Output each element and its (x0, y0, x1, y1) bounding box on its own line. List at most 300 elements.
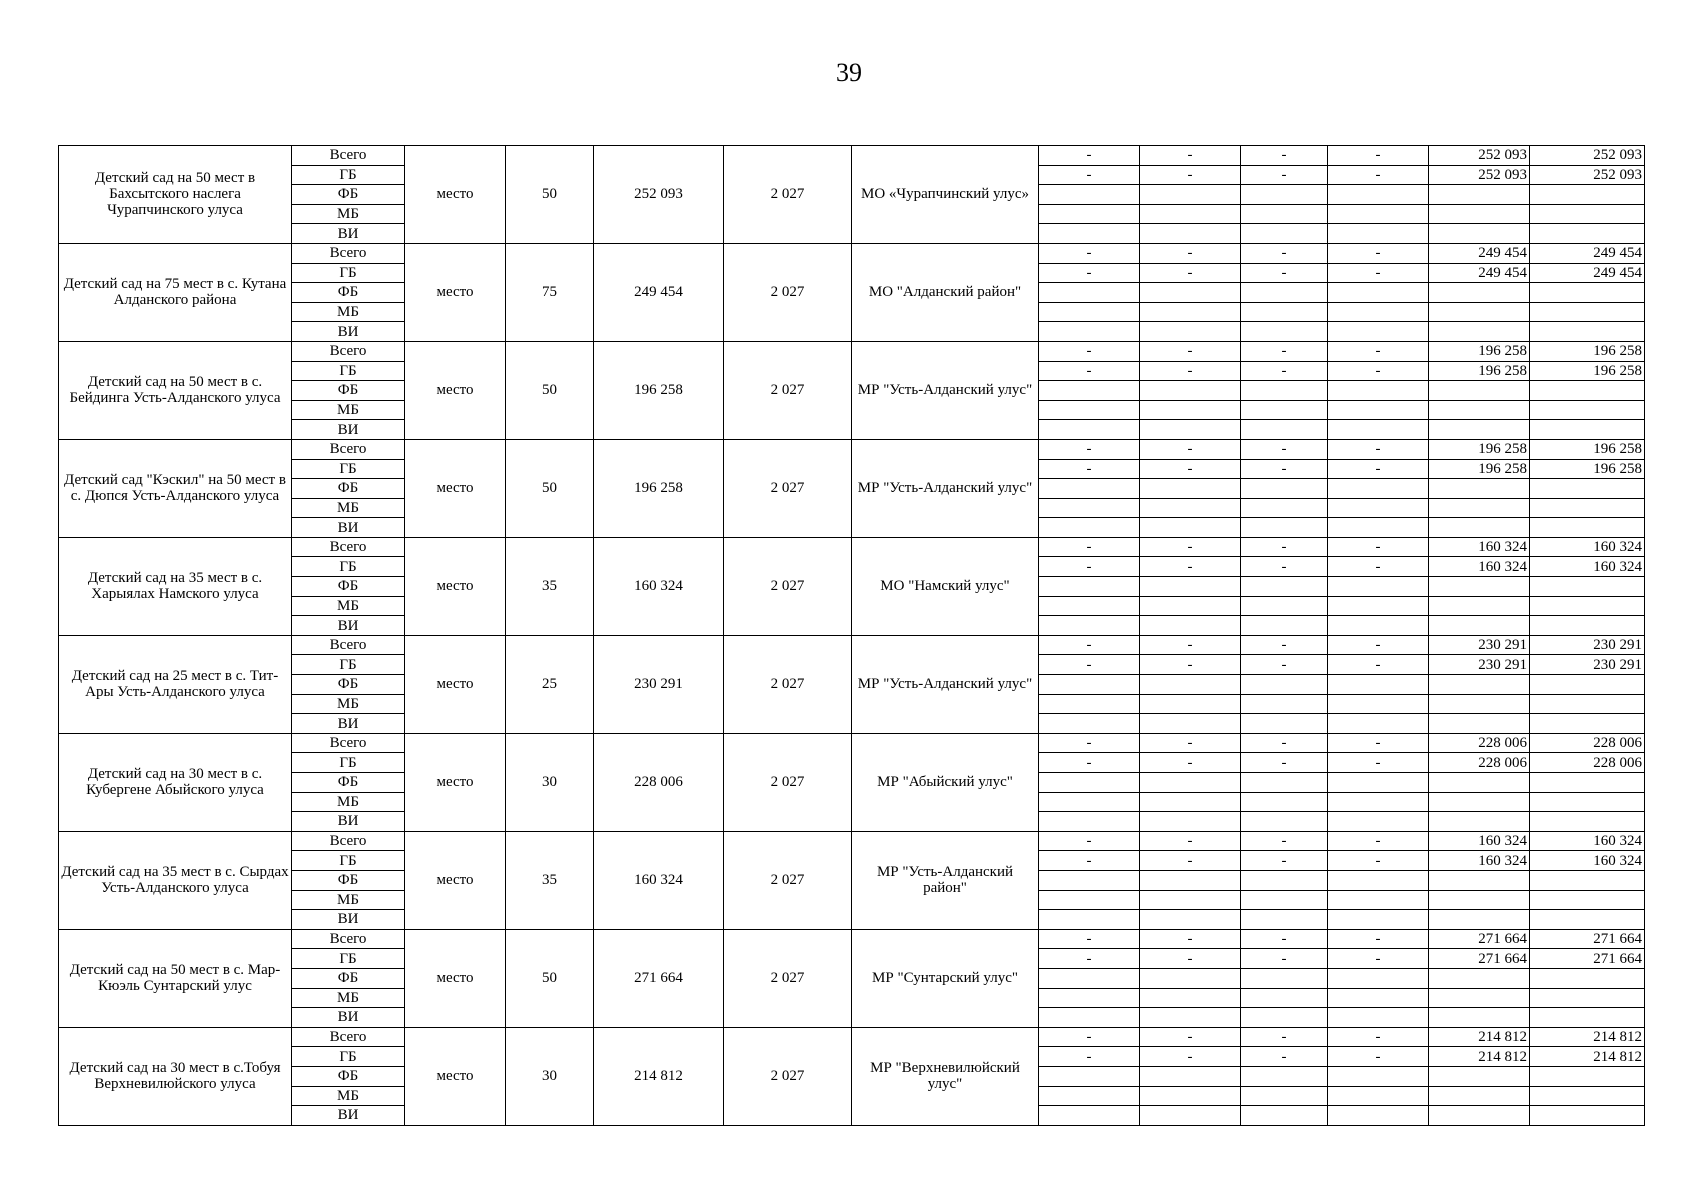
organization-cell: МО «Чурапчинский улус» (852, 146, 1039, 244)
value-cell: 196 258 (1429, 459, 1530, 479)
value-cell: - (1241, 243, 1328, 263)
table-row (59, 243, 1645, 263)
value-cell: - (1039, 537, 1140, 557)
unit-cell: место (405, 733, 506, 831)
value-cell: 196 258 (1530, 341, 1645, 361)
year-cell: 2 027 (724, 733, 852, 831)
value-cell: - (1241, 439, 1328, 459)
value-cell (1241, 596, 1328, 616)
value-cell (1429, 518, 1530, 538)
value-cell: - (1328, 537, 1429, 557)
funding-source: ГБ (292, 557, 405, 577)
value-cell (1140, 1066, 1241, 1086)
value-cell (1140, 714, 1241, 734)
value-cell (1530, 694, 1645, 714)
value-cell (1328, 185, 1429, 205)
value-cell: - (1039, 635, 1140, 655)
value-cell (1530, 498, 1645, 518)
project-name: Детский сад на 50 мест в с. Мар-Кюэль Сунтарский улус (59, 929, 292, 1027)
value-cell (1241, 400, 1328, 420)
value-cell: 271 664 (1530, 949, 1645, 969)
capacity-cell: 50 (506, 929, 594, 1027)
page-number: 39 (836, 58, 862, 87)
funding-source: ВИ (292, 420, 405, 440)
value-cell (1328, 596, 1429, 616)
value-cell (1429, 420, 1530, 440)
value-cell (1140, 283, 1241, 303)
capacity-cell: 30 (506, 1027, 594, 1125)
funding-source: Всего (292, 439, 405, 459)
value-cell (1039, 283, 1140, 303)
value-cell: 230 291 (1530, 635, 1645, 655)
value-cell (1241, 283, 1328, 303)
value-cell (1530, 577, 1645, 597)
funding-source: МБ (292, 302, 405, 322)
value-cell: - (1039, 361, 1140, 381)
value-cell (1429, 596, 1530, 616)
value-cell (1241, 792, 1328, 812)
value-cell: - (1140, 1047, 1241, 1067)
value-cell (1429, 968, 1530, 988)
value-cell (1241, 1106, 1328, 1126)
project-name: Детский сад на 35 мест в с. Харыялах Намского улуса (59, 537, 292, 635)
value-cell: - (1241, 459, 1328, 479)
value-cell (1241, 1066, 1328, 1086)
value-cell (1429, 616, 1530, 636)
funding-source: Всего (292, 733, 405, 753)
table-row (59, 1027, 1645, 1047)
value-cell (1328, 1008, 1429, 1028)
funding-source: ФБ (292, 577, 405, 597)
value-cell: - (1328, 929, 1429, 949)
value-cell (1241, 812, 1328, 832)
value-cell (1328, 714, 1429, 734)
cost-cell: 160 324 (594, 537, 724, 635)
value-cell (1039, 479, 1140, 499)
value-cell: - (1140, 263, 1241, 283)
value-cell (1039, 204, 1140, 224)
value-cell (1530, 1086, 1645, 1106)
value-cell (1140, 577, 1241, 597)
value-cell: - (1039, 1027, 1140, 1047)
funding-source: ГБ (292, 949, 405, 969)
funding-source: ГБ (292, 753, 405, 773)
value-cell (1039, 890, 1140, 910)
value-cell (1530, 302, 1645, 322)
value-cell: - (1140, 537, 1241, 557)
value-cell (1328, 910, 1429, 930)
value-cell: - (1241, 361, 1328, 381)
value-cell: - (1039, 929, 1140, 949)
value-cell (1140, 988, 1241, 1008)
value-cell (1429, 498, 1530, 518)
value-cell (1140, 420, 1241, 440)
value-cell: - (1241, 753, 1328, 773)
value-cell: 196 258 (1429, 341, 1530, 361)
value-cell (1530, 204, 1645, 224)
value-cell (1328, 870, 1429, 890)
value-cell: - (1140, 341, 1241, 361)
value-cell: 252 093 (1429, 165, 1530, 185)
value-cell (1530, 714, 1645, 734)
unit-cell: место (405, 439, 506, 537)
value-cell: - (1140, 1027, 1241, 1047)
unit-cell: место (405, 537, 506, 635)
table-row (59, 733, 1645, 753)
value-cell: 228 006 (1530, 753, 1645, 773)
value-cell (1039, 714, 1140, 734)
capacity-cell: 50 (506, 439, 594, 537)
value-cell (1039, 577, 1140, 597)
year-cell: 2 027 (724, 146, 852, 244)
value-cell (1140, 479, 1241, 499)
value-cell: 160 324 (1429, 851, 1530, 871)
value-cell (1530, 518, 1645, 538)
value-cell (1140, 400, 1241, 420)
value-cell: 252 093 (1530, 165, 1645, 185)
value-cell (1140, 1106, 1241, 1126)
value-cell (1241, 1086, 1328, 1106)
value-cell (1429, 1106, 1530, 1126)
value-cell (1328, 204, 1429, 224)
value-cell (1530, 616, 1645, 636)
value-cell (1241, 694, 1328, 714)
value-cell (1328, 988, 1429, 1008)
value-cell: - (1328, 165, 1429, 185)
value-cell (1039, 812, 1140, 832)
value-cell: - (1328, 949, 1429, 969)
funding-source: ГБ (292, 655, 405, 675)
value-cell (1530, 224, 1645, 244)
value-cell: 230 291 (1429, 655, 1530, 675)
value-cell (1140, 910, 1241, 930)
value-cell (1039, 1086, 1140, 1106)
value-cell: - (1328, 341, 1429, 361)
table-row (59, 831, 1645, 851)
value-cell (1241, 204, 1328, 224)
value-cell: - (1140, 557, 1241, 577)
value-cell: 196 258 (1530, 459, 1645, 479)
value-cell: 214 812 (1530, 1047, 1645, 1067)
value-cell (1241, 773, 1328, 793)
value-cell (1429, 675, 1530, 695)
value-cell: 214 812 (1429, 1027, 1530, 1047)
value-cell (1039, 322, 1140, 342)
funding-source: ФБ (292, 381, 405, 401)
table-row (59, 537, 1645, 557)
value-cell: 160 324 (1429, 537, 1530, 557)
organization-cell: МО "Алданский район" (852, 243, 1039, 341)
capacity-cell: 50 (506, 146, 594, 244)
value-cell: - (1241, 929, 1328, 949)
value-cell: - (1241, 537, 1328, 557)
value-cell: - (1328, 263, 1429, 283)
value-cell (1241, 968, 1328, 988)
value-cell: - (1039, 557, 1140, 577)
organization-cell: МР "Усть-Алданский район" (852, 831, 1039, 929)
value-cell: 271 664 (1429, 949, 1530, 969)
value-cell: - (1039, 733, 1140, 753)
value-cell: - (1039, 263, 1140, 283)
value-cell (1328, 420, 1429, 440)
value-cell (1241, 870, 1328, 890)
cost-cell: 196 258 (594, 341, 724, 439)
project-name: Детский сад на 30 мест в с. Кубергене Абыйского улуса (59, 733, 292, 831)
value-cell (1429, 988, 1530, 1008)
value-cell: - (1241, 341, 1328, 361)
value-cell: 252 093 (1429, 146, 1530, 166)
organization-cell: МР "Верхневилюйский улус" (852, 1027, 1039, 1125)
year-cell: 2 027 (724, 929, 852, 1027)
value-cell (1140, 381, 1241, 401)
unit-cell: место (405, 929, 506, 1027)
value-cell (1039, 988, 1140, 1008)
value-cell (1530, 1008, 1645, 1028)
value-cell (1328, 518, 1429, 538)
value-cell: 196 258 (1530, 439, 1645, 459)
funding-source: Всего (292, 146, 405, 166)
value-cell: - (1241, 635, 1328, 655)
table-row (59, 341, 1645, 361)
value-cell: - (1140, 146, 1241, 166)
year-cell: 2 027 (724, 537, 852, 635)
value-cell (1241, 302, 1328, 322)
value-cell (1328, 224, 1429, 244)
value-cell (1429, 322, 1530, 342)
value-cell (1328, 890, 1429, 910)
funding-source: ВИ (292, 224, 405, 244)
value-cell (1328, 1106, 1429, 1126)
value-cell (1039, 1066, 1140, 1086)
value-cell (1328, 479, 1429, 499)
value-cell (1328, 773, 1429, 793)
projects-table (58, 145, 1645, 1126)
funding-source: ГБ (292, 851, 405, 871)
value-cell (1241, 675, 1328, 695)
project-name: Детский сад на 30 мест в с.Тобуя Верхневилюйского улуса (59, 1027, 292, 1125)
value-cell: - (1140, 165, 1241, 185)
value-cell (1140, 792, 1241, 812)
year-cell: 2 027 (724, 1027, 852, 1125)
value-cell: - (1039, 1047, 1140, 1067)
value-cell (1140, 675, 1241, 695)
value-cell (1039, 1106, 1140, 1126)
value-cell: - (1140, 439, 1241, 459)
value-cell (1429, 400, 1530, 420)
value-cell: - (1328, 753, 1429, 773)
value-cell: - (1328, 146, 1429, 166)
unit-cell: место (405, 146, 506, 244)
value-cell: - (1241, 1027, 1328, 1047)
funding-source: ВИ (292, 1106, 405, 1126)
organization-cell: МР "Усть-Алданский улус" (852, 635, 1039, 733)
value-cell (1039, 870, 1140, 890)
value-cell (1140, 224, 1241, 244)
value-cell (1328, 1086, 1429, 1106)
value-cell: - (1328, 831, 1429, 851)
value-cell: - (1140, 929, 1241, 949)
value-cell: - (1140, 949, 1241, 969)
value-cell: - (1328, 459, 1429, 479)
table-row (59, 146, 1645, 166)
value-cell (1241, 224, 1328, 244)
value-cell: 228 006 (1429, 733, 1530, 753)
value-cell (1530, 792, 1645, 812)
value-cell (1241, 1008, 1328, 1028)
funding-source: ФБ (292, 185, 405, 205)
organization-cell: МР "Усть-Алданский улус" (852, 439, 1039, 537)
project-name: Детский сад на 50 мест в с. Бейдинга Усть-Алданского улуса (59, 341, 292, 439)
value-cell: - (1328, 557, 1429, 577)
value-cell: 271 664 (1429, 929, 1530, 949)
value-cell: 160 324 (1530, 831, 1645, 851)
cost-cell: 228 006 (594, 733, 724, 831)
value-cell: 160 324 (1530, 537, 1645, 557)
value-cell: - (1241, 733, 1328, 753)
value-cell: - (1140, 831, 1241, 851)
table-row (59, 929, 1645, 949)
value-cell (1241, 577, 1328, 597)
funding-source: Всего (292, 341, 405, 361)
capacity-cell: 35 (506, 537, 594, 635)
capacity-cell: 35 (506, 831, 594, 929)
funding-source: ВИ (292, 812, 405, 832)
value-cell (1140, 498, 1241, 518)
value-cell (1530, 675, 1645, 695)
value-cell (1328, 400, 1429, 420)
value-cell (1530, 596, 1645, 616)
value-cell (1530, 968, 1645, 988)
value-cell (1328, 968, 1429, 988)
value-cell (1328, 1066, 1429, 1086)
value-cell: - (1328, 243, 1429, 263)
unit-cell: место (405, 1027, 506, 1125)
value-cell (1039, 596, 1140, 616)
value-cell (1241, 616, 1328, 636)
value-cell (1241, 420, 1328, 440)
funding-source: ВИ (292, 1008, 405, 1028)
value-cell (1429, 302, 1530, 322)
value-cell: - (1241, 831, 1328, 851)
value-cell (1328, 302, 1429, 322)
value-cell (1039, 185, 1140, 205)
value-cell (1039, 400, 1140, 420)
funding-source: ГБ (292, 1047, 405, 1067)
value-cell: - (1039, 146, 1140, 166)
value-cell: 196 258 (1530, 361, 1645, 381)
value-cell (1530, 479, 1645, 499)
value-cell: - (1241, 557, 1328, 577)
value-cell (1328, 381, 1429, 401)
value-cell (1530, 910, 1645, 930)
value-cell (1328, 812, 1429, 832)
value-cell: 249 454 (1530, 263, 1645, 283)
value-cell (1530, 812, 1645, 832)
value-cell: 249 454 (1429, 263, 1530, 283)
value-cell (1530, 1066, 1645, 1086)
value-cell (1241, 498, 1328, 518)
value-cell (1429, 1008, 1530, 1028)
table-row (59, 635, 1645, 655)
value-cell (1429, 224, 1530, 244)
funding-source: МБ (292, 498, 405, 518)
value-cell (1241, 381, 1328, 401)
value-cell (1140, 773, 1241, 793)
value-cell (1140, 870, 1241, 890)
value-cell (1039, 792, 1140, 812)
value-cell: - (1140, 655, 1241, 675)
value-cell (1241, 890, 1328, 910)
value-cell (1140, 596, 1241, 616)
value-cell (1328, 498, 1429, 518)
value-cell: 160 324 (1530, 557, 1645, 577)
value-cell (1429, 577, 1530, 597)
value-cell: - (1140, 753, 1241, 773)
unit-cell: место (405, 635, 506, 733)
value-cell (1140, 1086, 1241, 1106)
value-cell: - (1328, 361, 1429, 381)
funding-source: ФБ (292, 1066, 405, 1086)
value-cell (1429, 381, 1530, 401)
value-cell (1039, 616, 1140, 636)
value-cell (1530, 322, 1645, 342)
value-cell (1140, 322, 1241, 342)
organization-cell: МР "Усть-Алданский улус" (852, 341, 1039, 439)
funding-source: МБ (292, 1086, 405, 1106)
value-cell (1429, 812, 1530, 832)
value-cell: 230 291 (1530, 655, 1645, 675)
funding-source: МБ (292, 988, 405, 1008)
funding-source: Всего (292, 929, 405, 949)
funding-source: ГБ (292, 361, 405, 381)
value-cell (1241, 322, 1328, 342)
value-cell (1328, 792, 1429, 812)
value-cell: - (1140, 361, 1241, 381)
cost-cell: 196 258 (594, 439, 724, 537)
value-cell: - (1039, 439, 1140, 459)
project-name: Детский сад на 50 мест в Бахсытского наслега Чурапчинского улуса (59, 146, 292, 244)
funding-source: Всего (292, 243, 405, 263)
funding-source: МБ (292, 204, 405, 224)
project-name: Детский сад на 75 мест в с. Кутана Алданского района (59, 243, 292, 341)
project-name: Детский сад на 25 мест в с. Тит-Ары Усть-Алданского улуса (59, 635, 292, 733)
value-cell: - (1039, 459, 1140, 479)
funding-source: МБ (292, 890, 405, 910)
value-cell (1429, 1066, 1530, 1086)
value-cell: - (1241, 655, 1328, 675)
value-cell: 249 454 (1530, 243, 1645, 263)
value-cell: 160 324 (1429, 557, 1530, 577)
capacity-cell: 30 (506, 733, 594, 831)
value-cell (1039, 381, 1140, 401)
value-cell (1140, 302, 1241, 322)
organization-cell: МО "Намский улус" (852, 537, 1039, 635)
value-cell (1039, 694, 1140, 714)
funding-source: МБ (292, 694, 405, 714)
value-cell: - (1140, 851, 1241, 871)
value-cell: 196 258 (1429, 361, 1530, 381)
value-cell: - (1328, 851, 1429, 871)
unit-cell: место (405, 341, 506, 439)
unit-cell: место (405, 831, 506, 929)
funding-source: ГБ (292, 459, 405, 479)
value-cell (1429, 204, 1530, 224)
value-cell: - (1241, 146, 1328, 166)
unit-cell: место (405, 243, 506, 341)
year-cell: 2 027 (724, 439, 852, 537)
value-cell (1429, 870, 1530, 890)
value-cell (1429, 479, 1530, 499)
